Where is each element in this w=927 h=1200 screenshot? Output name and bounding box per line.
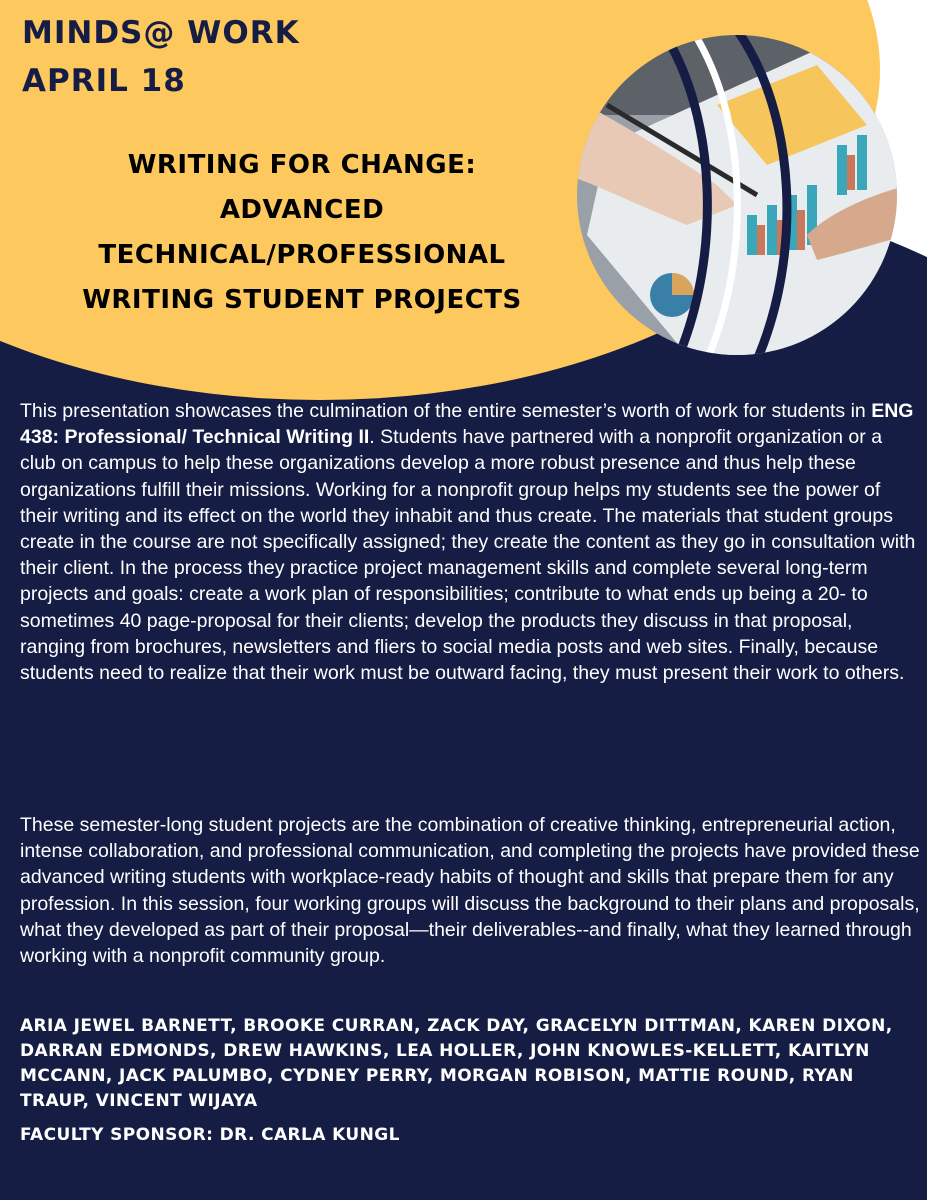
- course-name: ENG 438: Professional/ Technical Writing II: [20, 400, 914, 449]
- session-title: WRITING FOR CHANGE: ADVANCED TECHNICAL/PROFESSIONAL WRITING STUDENT PROJECTS: [82, 150, 522, 315]
- chart-review-photo: [567, 35, 910, 355]
- description-intro-text: This presentation showcases the culmination of the entire semester’s worth of work for students in: [20, 400, 872, 422]
- description-paragraph-2: These semester-long student projects are the combination of creative thinking, entrepreneurial action, intense collaboration, and professional communication, and completing the projects have provided these advanced writing students with workplace-ready habits of thought and skills that prepare them for any profession. In this session, four working groups will discuss the background to their plans and proposals, what they developed as part of their proposal—their deliverables--and finally, what they learned through working with a nonprofit community group.: [20, 814, 920, 968]
- faculty-sponsor: FACULTY SPONSOR: DR. CARLA KUNGL: [20, 1125, 400, 1145]
- event-name: MINDS@ WORK: [22, 15, 300, 51]
- description-paragraph-1: [20, 398, 920, 686]
- description-body-text: . Students have partnered with a nonprofit organization or a club on campus to help these organizations develop a more robust presence and thus help these organizations fulfill their missions. Working for a nonprofit group helps my students see the power of their writing and its effect on the world they inhabit and thus create. The materials that student groups create in the course are not specifically assigned; they create the content as they go in consultation with their client. In the process they practice project management skills and complete several long-term projects and goals: create a work plan of responsibilities; contribute to what ends up being a 20- to sometimes 40 page-proposal for their clients; develop the products they discuss in that proposal, ranging from brochures, newsletters and fliers to social media posts and web sites. Finally, because students need to realize that their work must be outward facing, they must present their work to others.: [20, 426, 916, 685]
- presenter-list: ARIA JEWEL BARNETT, BROOKE CURRAN, ZACK DAY, GRACELYN DITTMAN, KAREN DIXON, DARRAN EDMONDS, DREW HAWKINS, LEA HOLLER, JOHN KNOWLES-KELLETT, KAITLYN MCCANN, JACK PALUMBO, CYDNEY PERRY, MORGAN ROBISON, MATTIE ROUND, RYAN TRAUP, VINCENT WIJAYA: [20, 1016, 893, 1111]
- event-date: APRIL 18: [22, 63, 186, 99]
